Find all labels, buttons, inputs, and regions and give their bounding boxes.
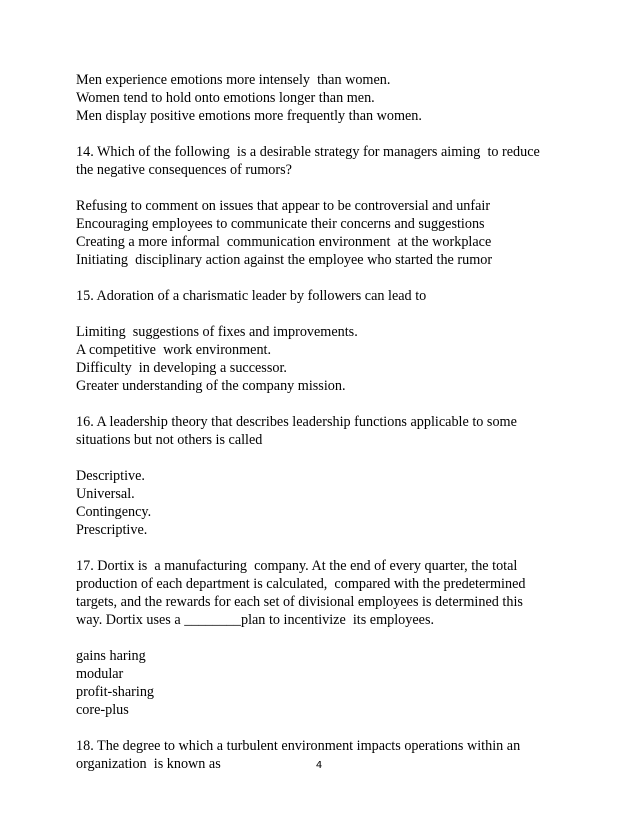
question-text: 14. Which of the following is a desirable strategy for managers aiming to reduce [76, 144, 540, 160]
answer-option: Descriptive. [76, 468, 145, 484]
spacer [76, 539, 576, 557]
spacer [76, 629, 576, 647]
answer-option: core-plus [76, 702, 129, 718]
question-14 [76, 143, 576, 269]
question-text: situations but not others is called [76, 432, 263, 448]
answer-option: A competitive work environment. [76, 342, 272, 358]
document-body [76, 71, 576, 773]
spacer [76, 449, 576, 467]
answer-option: profit-sharing [76, 684, 155, 700]
answer-option: Contingency. [76, 504, 152, 520]
spacer [76, 269, 576, 287]
q13-option: Women tend to hold onto emotions longer than men. [76, 90, 375, 106]
answer-option: Encouraging employees to communicate their concerns and suggestions [76, 216, 485, 232]
question-text: 17. Dortix is a manufacturing company. At the end of every quarter, the total [76, 558, 518, 574]
question-text: 15. Adoration of a charismatic leader by followers can lead to [76, 288, 427, 304]
answer-option: gains haring [76, 648, 146, 664]
spacer [76, 305, 576, 323]
question-16 [76, 413, 576, 539]
spacer [76, 719, 576, 737]
answer-option: Universal. [76, 486, 135, 502]
answer-option: Greater understanding of the company mission. [76, 378, 346, 394]
question-text: way. Dortix uses a ________plan to incentivize its employees. [76, 612, 435, 628]
question-text: the negative consequences of rumors? [76, 162, 292, 178]
question-text: 18. The degree to which a turbulent environment impacts operations within an [76, 738, 521, 754]
question-text: 16. A leadership theory that describes leadership functions applicable to some [76, 414, 517, 430]
answer-option: Refusing to comment on issues that appear to be controversial and unfair [76, 198, 491, 214]
question-15 [76, 287, 576, 395]
q13-options [76, 71, 576, 125]
page-number: 4 [315, 760, 323, 771]
question-text: production of each department is calculated, compared with the predetermined [76, 576, 526, 592]
question-text: organization is known as [76, 756, 221, 772]
question-text: targets, and the rewards for each set of divisional employees is determined this [76, 594, 523, 610]
question-17 [76, 557, 576, 719]
answer-option: Creating a more informal communication environment at the workplace [76, 234, 492, 250]
answer-option: Initiating disciplinary action against the employee who started the rumor [76, 252, 493, 268]
answer-option: Limiting suggestions of fixes and improvements. [76, 324, 358, 340]
q13-option: Men experience emotions more intensely than women. [76, 72, 391, 88]
spacer [76, 125, 576, 143]
spacer [76, 179, 576, 197]
q13-option: Men display positive emotions more frequently than women. [76, 108, 422, 124]
spacer [76, 395, 576, 413]
answer-option: Difficulty in developing a successor. [76, 360, 287, 376]
answer-option: Prescriptive. [76, 522, 148, 538]
answer-option: modular [76, 666, 124, 682]
